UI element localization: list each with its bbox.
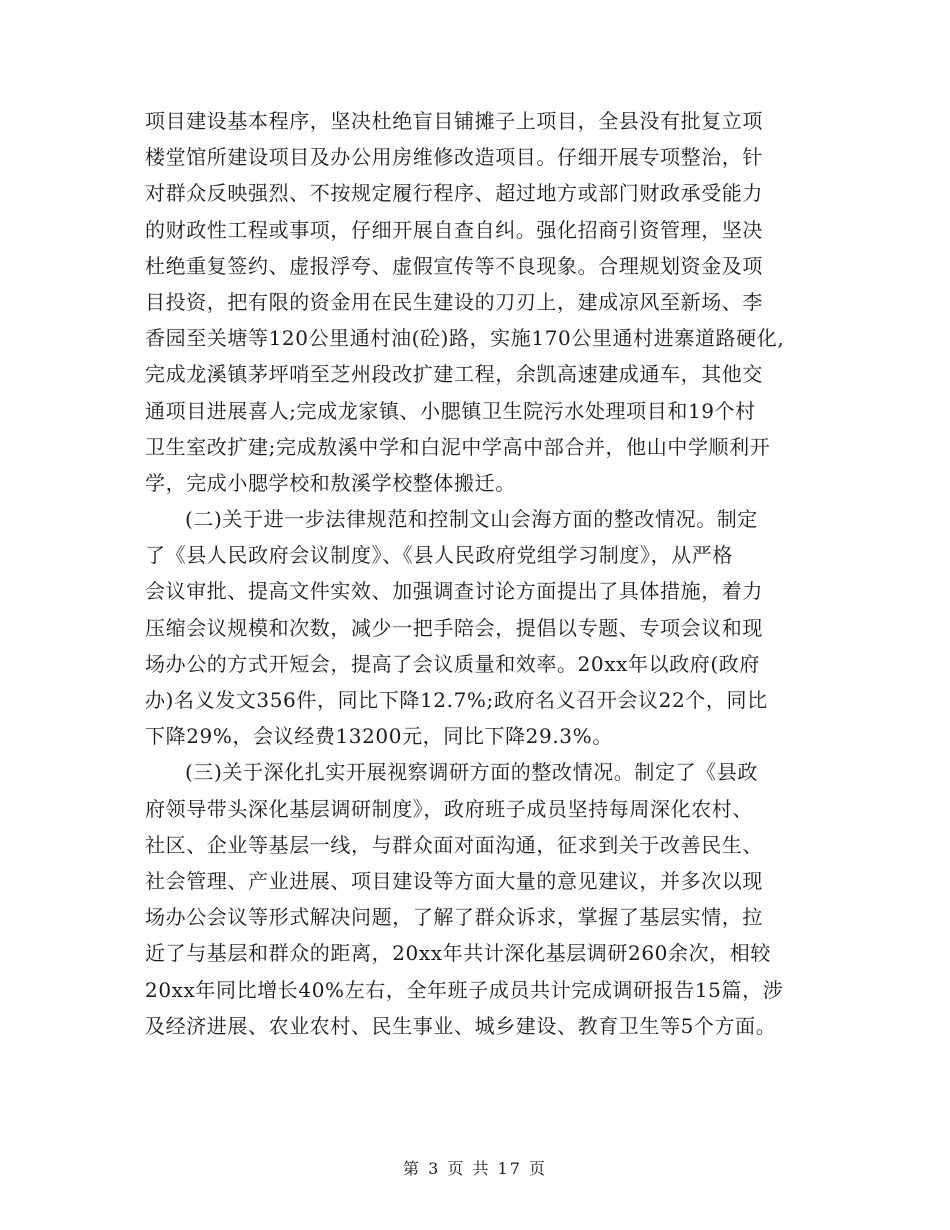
page-footer: 第 3 页 共 17 页 — [403, 1159, 547, 1178]
document-body — [145, 103, 835, 1044]
text-line: 对群众反映强烈、不按规定履行程序、超过地方或部门财政承受能力 — [145, 181, 763, 206]
text-line: 目投资，把有限的资金用在民生建设的刀刃上，建成凉风至新场、李 — [145, 289, 763, 314]
paragraph-start-line: (二)关于进一步法律规范和控制文山会海方面的整改情况。制定 — [185, 507, 759, 532]
text-line: 会议审批、提高文件实效、加强调查讨论方面提出了具体措施，着力 — [145, 579, 763, 604]
text-line: 下降29%，会议经费13200元，同比下降29.3%。 — [145, 724, 613, 749]
paragraph-start-line: (三)关于深化扎实开展视察调研方面的整改情况。制定了《县政 — [185, 760, 759, 785]
text-line: 压缩会议规模和次数，减少一把手陪会，提倡以专题、专项会议和现 — [145, 615, 763, 640]
text-line: 场办公会议等形式解决问题，了解了群众诉求，掌握了基层实情，拉 — [145, 905, 763, 930]
text-line: 通项目进展喜人;完成龙家镇、小腮镇卫生院污水处理项目和19个村 — [145, 398, 756, 423]
text-line: 府领导带头深化基层调研制度》，政府班子成员坚持每周深化农村、 — [145, 796, 753, 821]
text-line: 香园至关塘等120公里通村油(砼)路，实施170公里通村进寨道路硬化, — [145, 326, 785, 351]
text-line: 办)名义发文356件，同比下降12.7%;政府名义召开会议22个，同比 — [145, 688, 768, 712]
text-line: 社会管理、产业进展、项目建设等方面大量的意见建议，并多次以现 — [145, 868, 763, 893]
text-line: 楼堂馆所建设项目及办公用房维修改造项目。仔细开展专项整治，针 — [145, 145, 763, 170]
text-line: 完成龙溪镇茅坪哨至芝州段改扩建工程，余凯高速建成通车，其他交 — [145, 362, 763, 387]
text-line: 社区、企业等基层一线，与群众面对面沟通，征求到关于改善民生、 — [145, 832, 763, 857]
text-line: 的财政性工程或事项，仔细开展自查自纠。强化招商引资管理，坚决 — [145, 217, 763, 242]
text-line: 项目建设基本程序，坚决杜绝盲目铺摊子上项目，全县没有批复立项 — [145, 109, 763, 133]
text-line: 近了与基层和群众的距离，20xx年共计深化基层调研260余次，相较 — [145, 941, 771, 966]
text-line: 学，完成小腮学校和敖溪学校整体搬迁。 — [145, 470, 516, 495]
text-line: 卫生室改扩建;完成敖溪中学和白泥中学高中部合并，他山中学顺利开 — [145, 434, 771, 459]
text-line: 杜绝重复签约、虚报浮夸、虚假宣传等不良现象。合理规划资金及项 — [145, 253, 763, 278]
text-line: 场办公的方式开短会，提高了会议质量和效率。20xx年以政府(政府 — [145, 651, 761, 676]
text-line: 了《县人民政府会议制度》、《县人民政府党组学习制度》，从严格 — [145, 543, 733, 568]
text-line: 20xx年同比增长40%左右，全年班子成员共计完成调研报告15篇，涉 — [145, 977, 784, 1002]
text-line: 及经济进展、农业农村、民生事业、城乡建设、教育卫生等5个方面。 — [145, 1013, 777, 1038]
